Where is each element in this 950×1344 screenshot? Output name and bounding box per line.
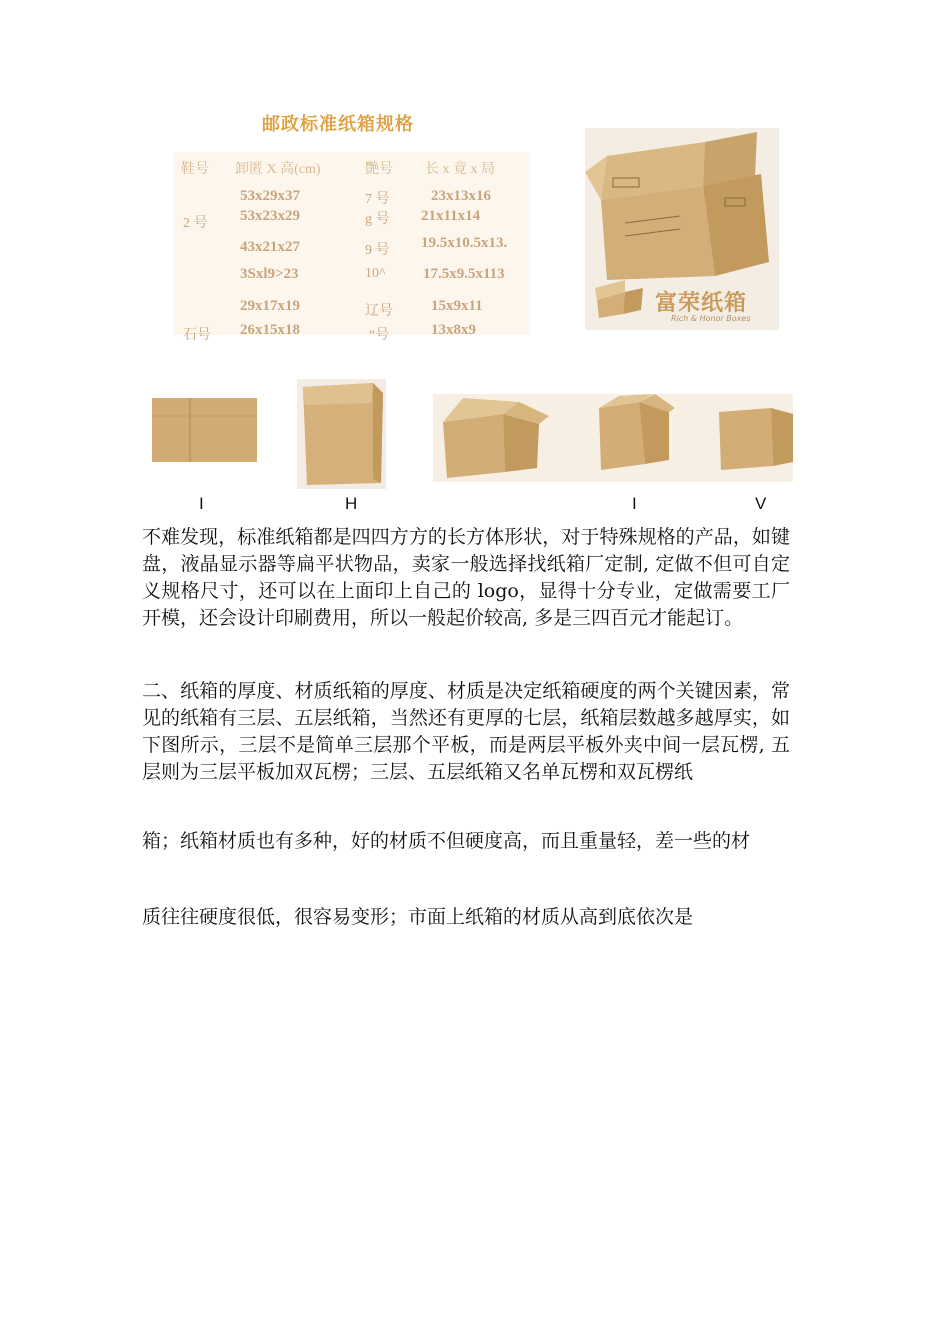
- paragraph: 二、纸箱的厚度、材质纸箱的厚度、材质是决定纸箱硬度的两个关键因素，常见的纸箱有三层、五层纸箱，当然还有更厚的七层，纸箱层数越多越厚实，如下图所示，三层不是简单三层那个平板，而是两层平板外夹中间一层瓦楞, 五层则为三层平板加双瓦楞；三层、五层纸箱又名单瓦楞和双瓦楞纸: [142, 680, 790, 783]
- header-dims-2: 长 x 竟 x 局: [425, 162, 495, 177]
- brand-subtitle: Rich & Honor Boxes: [671, 314, 751, 323]
- table-cell: 29x17x19: [240, 298, 300, 314]
- table-cell: 石号: [183, 328, 211, 343]
- table-cell: 23x13x16: [431, 188, 491, 204]
- table-cell: g 号: [365, 212, 390, 227]
- photo-label: I: [199, 494, 204, 513]
- spec-table: [173, 152, 530, 343]
- tall-box-photo: [297, 379, 386, 489]
- table-cell: 43x21x27: [240, 239, 300, 255]
- brand-name: 富荣纸箱: [655, 291, 748, 316]
- table-cell: 辽号: [365, 304, 393, 319]
- spec-table-title: 邮政标准纸箱规格: [262, 114, 414, 134]
- table-cell: 9 号: [365, 243, 390, 258]
- photo-label: V: [755, 494, 767, 513]
- photo-label: I: [632, 494, 637, 513]
- table-cell: 7 号: [365, 192, 390, 207]
- header-size-2: 艷号: [365, 162, 393, 177]
- header-size: 鞋号: [181, 162, 209, 177]
- table-cell: 17.5x9.5x113: [423, 266, 505, 282]
- paragraph: 不难发现，标准纸箱都是四四方方的长方体形状，对于特殊规格的产品，如键盘，液晶显示器等扁平状物品，卖家一般选择找纸箱厂定制, 定做不但可自定义规格尺寸，还可以在上面印上自己的 logo，显得十分专业，定做需要工厂开模，还会设计印刷费用，所以一般起价较高, 多是三四百元才能起订。: [142, 526, 790, 629]
- paragraph: 箱；纸箱材质也有多种，好的材质不但硬度高，而且重量轻，差一些的材: [142, 830, 751, 852]
- table-cell: 3Sxl9>23: [240, 266, 299, 282]
- table-cell: 10^: [365, 266, 386, 281]
- paragraph: 质往往硬度很低，很容易变形；市面上纸箱的材质从高到底依次是: [142, 906, 694, 928]
- table-cell: 19.5x10.5x13.: [421, 235, 508, 251]
- table-cell: 53x29x37: [240, 188, 300, 204]
- table-cell: 13x8x9: [431, 322, 476, 338]
- table-cell: 15x9x11: [431, 298, 483, 314]
- table-cell: “号: [369, 328, 390, 343]
- table-cell: 26x15x18: [240, 322, 300, 338]
- table-cell: 53x23x29: [240, 208, 300, 224]
- brand-box-photo: [585, 128, 779, 330]
- table-cell: 21x11x14: [421, 208, 481, 224]
- table-cell: 2 号: [183, 216, 208, 231]
- photo-label: H: [345, 494, 358, 513]
- box-group-photo: [433, 394, 793, 482]
- flat-box-photo: [152, 398, 257, 462]
- header-dims: 卸匿 X 高(cm): [235, 162, 321, 177]
